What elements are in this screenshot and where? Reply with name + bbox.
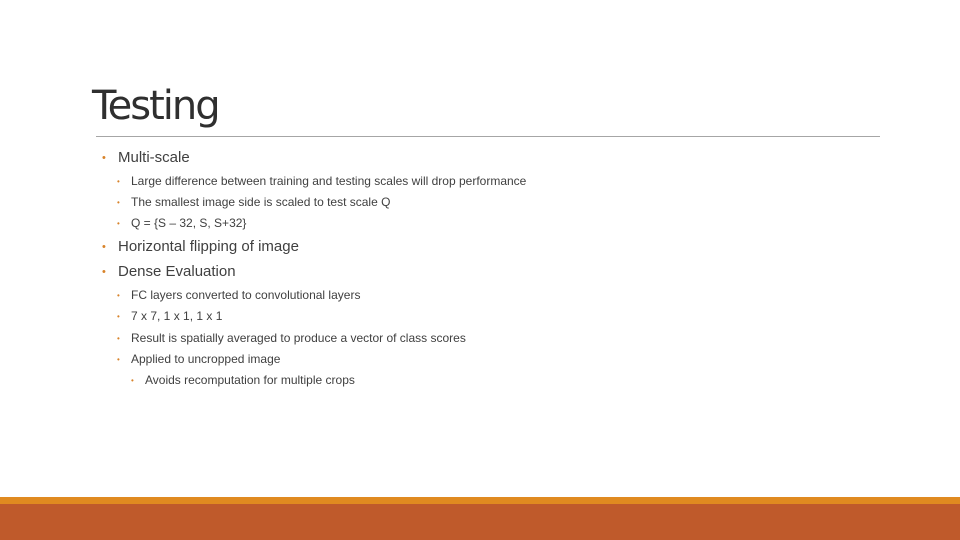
bullet-horizontal-flipping	[102, 238, 299, 256]
bullet-icon: •	[102, 241, 106, 253]
bullet-multi-scale	[102, 149, 190, 167]
sub-sub-bullet-avoids-recomputation	[131, 373, 355, 388]
bullet-text: The smallest image side is scaled to test scale Q	[131, 195, 391, 209]
sub-bullet-q-set	[117, 216, 247, 231]
sub-bullet-uncropped	[117, 352, 281, 367]
bullet-icon: •	[117, 198, 120, 207]
bullet-text: Dense Evaluation	[118, 263, 236, 280]
bullet-text: Avoids recomputation for multiple crops	[145, 373, 355, 387]
bullet-text: Result is spatially averaged to produce a vector of class scores	[131, 331, 466, 345]
bullet-icon: •	[102, 266, 106, 278]
bullet-text: Q = {S – 32, S, S+32}	[131, 216, 247, 230]
sub-bullet-spatial-average	[117, 331, 466, 346]
bullet-text: Applied to uncropped image	[131, 352, 281, 366]
bullet-icon: •	[117, 177, 120, 186]
sub-bullet-scale-difference	[117, 174, 527, 189]
sub-bullet-kernel-sizes	[117, 309, 223, 324]
bullet-icon: •	[102, 152, 106, 164]
bullet-text: Multi-scale	[118, 149, 190, 166]
bullet-icon: •	[117, 312, 120, 321]
bullet-icon: •	[117, 355, 120, 364]
bullet-icon: •	[131, 376, 134, 385]
bullet-dense-evaluation	[102, 263, 236, 281]
footer-accent-stripe	[0, 497, 960, 504]
bullet-icon: •	[117, 291, 120, 300]
bullet-text: Large difference between training and testing scales will drop performance	[131, 174, 527, 188]
bullet-icon: •	[117, 334, 120, 343]
sub-bullet-fc-layers	[117, 288, 361, 303]
slide-title: Testing	[92, 83, 219, 129]
sub-bullet-smallest-side	[117, 195, 391, 210]
bullet-icon: •	[117, 219, 120, 228]
footer-bar	[0, 504, 960, 540]
bullet-text: FC layers converted to convolutional layers	[131, 288, 361, 302]
bullet-text: Horizontal flipping of image	[118, 238, 299, 255]
bullet-text: 7 x 7, 1 x 1, 1 x 1	[131, 309, 223, 323]
